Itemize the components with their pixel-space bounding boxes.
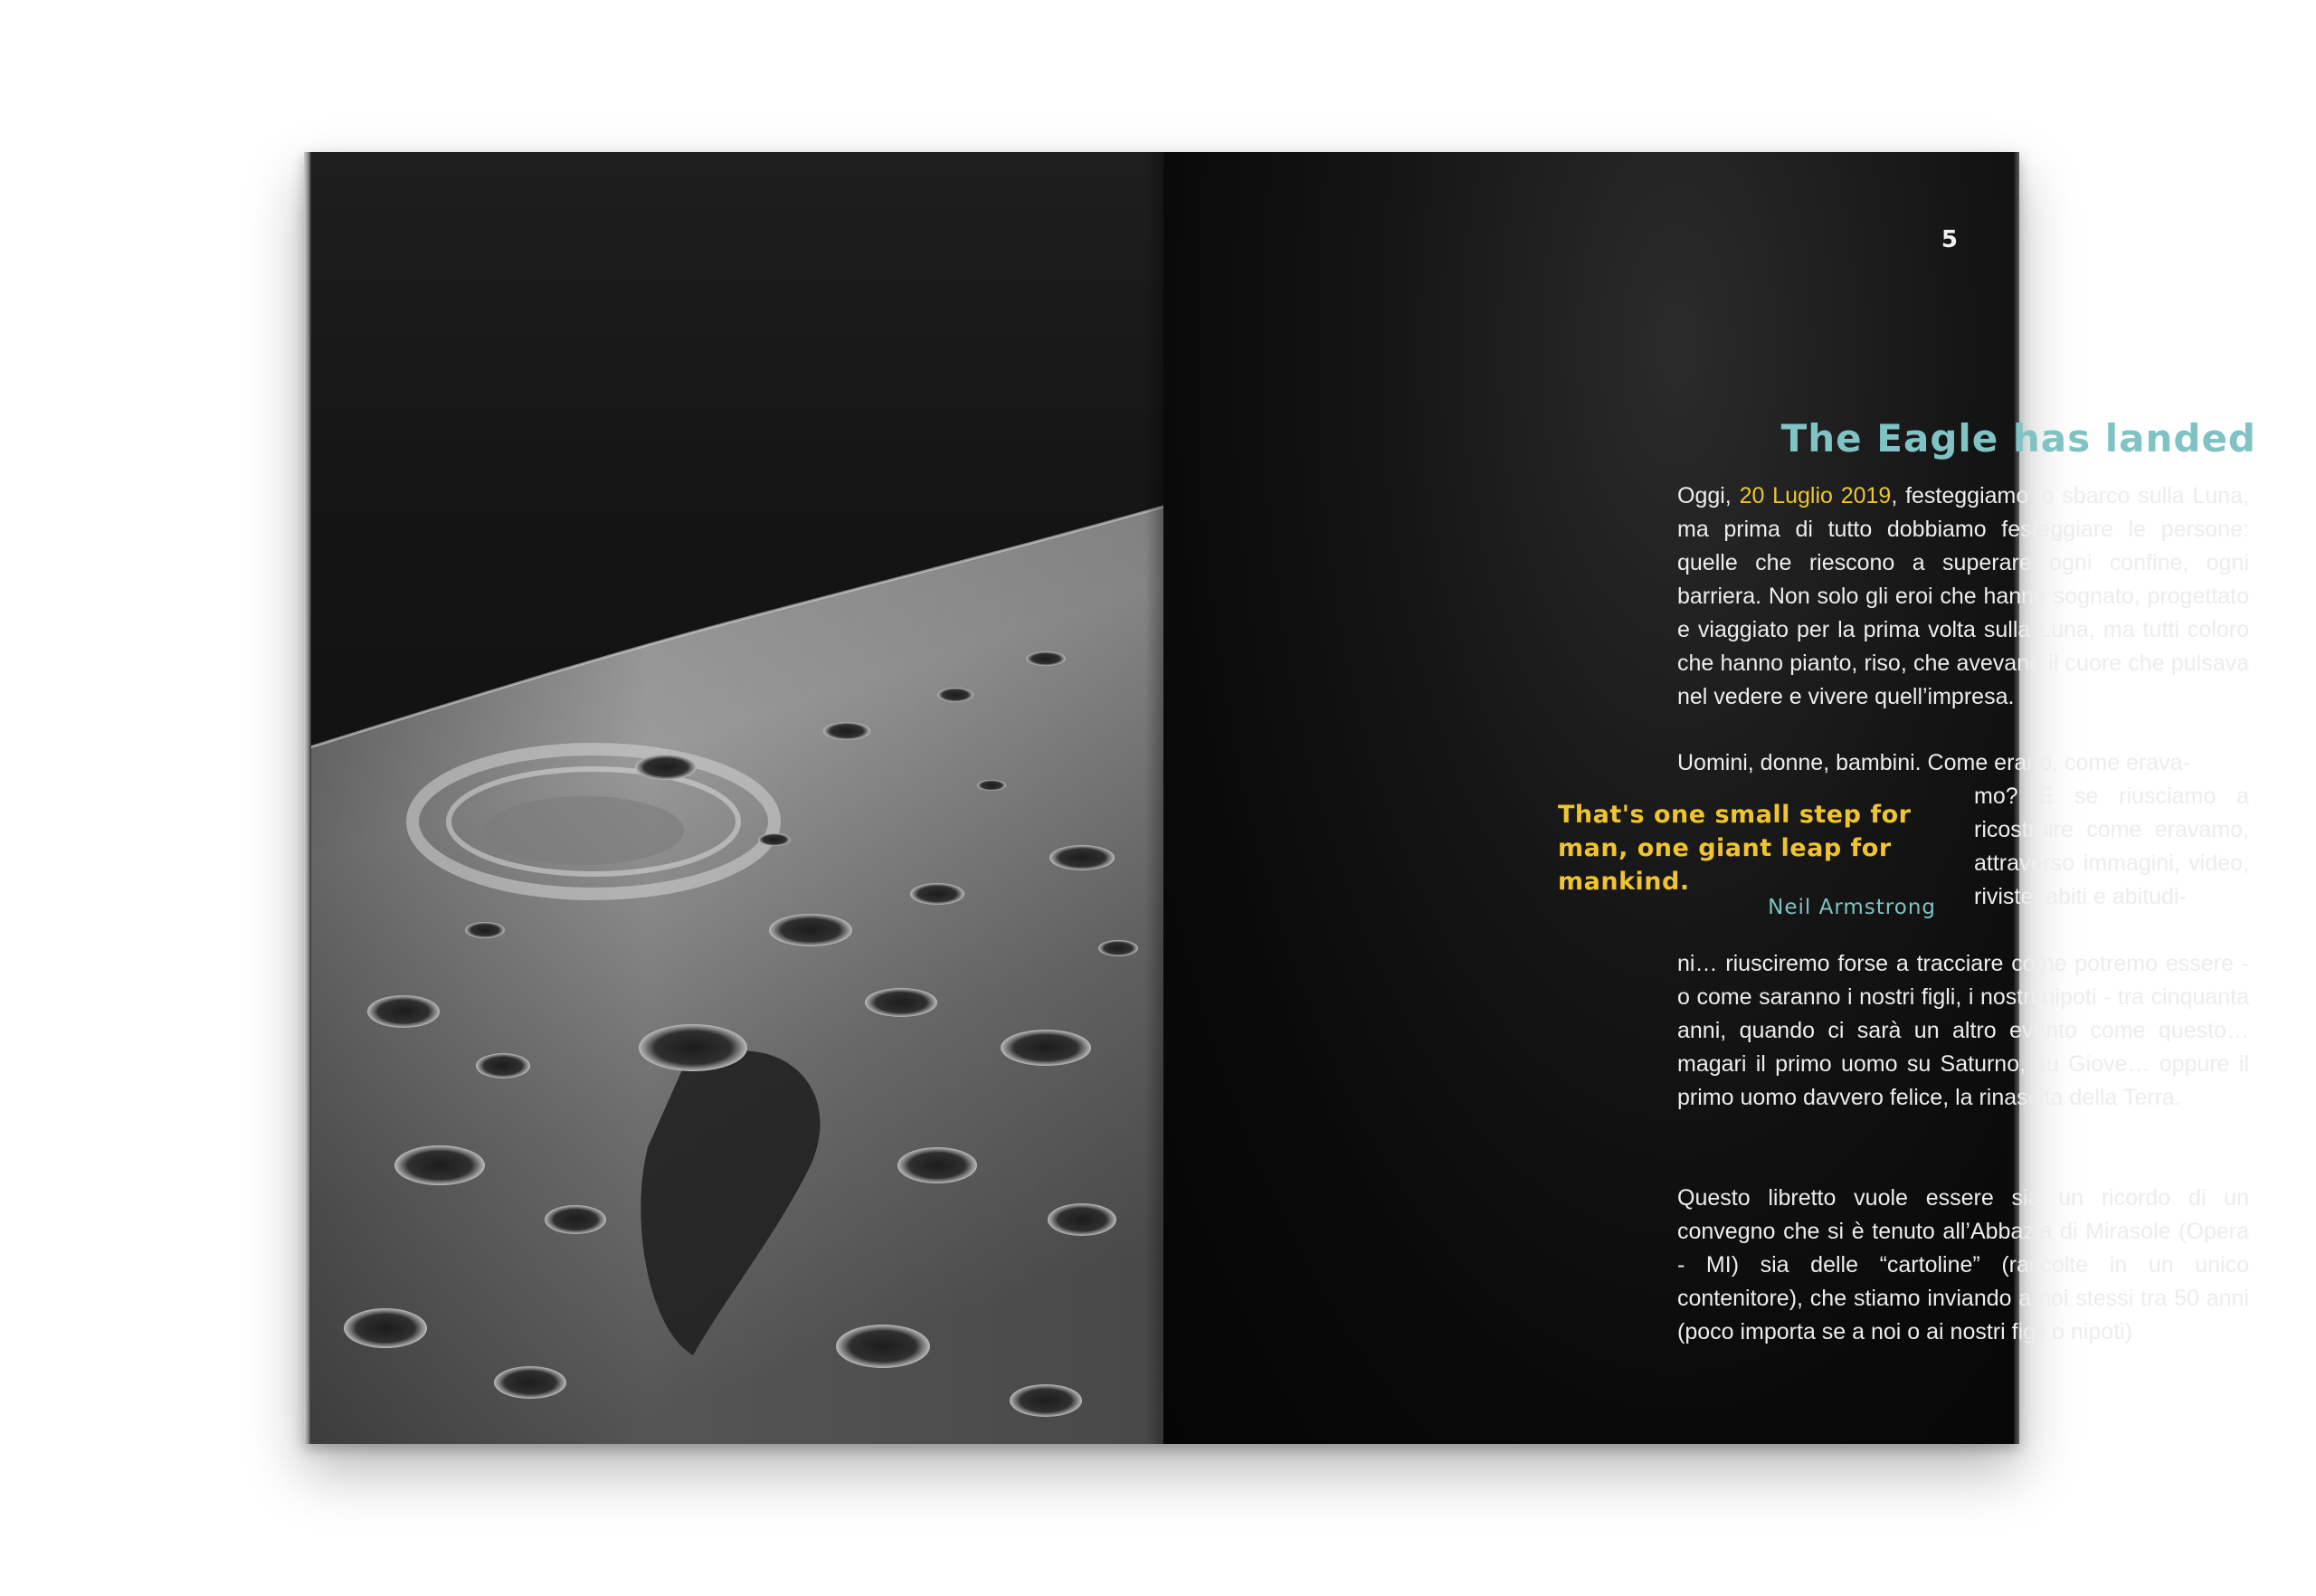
- paragraph-people-rest: ni… riusciremo forse a tracciare come potremo essere - o come saranno i nostri figli, i nostri nipoti - tra cinquanta anni, quando ci sarà un altro evento come questo… magari il primo uomo su Saturno, su Giove… oppure il primo uomo davvero felice, la rinascita della Terra.: [1677, 951, 2249, 1110]
- right-page-text: [1163, 152, 2256, 1444]
- paragraph-intro-lead: Oggi,: [1677, 483, 1740, 508]
- paragraph-people-line1: Uomini, donne, bambini. Come erano, come erava-: [1677, 750, 2190, 775]
- page-number: 5: [1941, 226, 1958, 253]
- paragraph-booklet: Questo libretto vuole essere sia un ricordo di un convegno che si è tenuto all’Abbazia di Mirasole (Opera - MI) sia delle “cartoline” (raccolte in un unico contenitore), che stiamo inviando a noi stessi tra 50 anni (poco importa se a noi o ai nostri figli o nipoti): [1677, 1185, 2249, 1344]
- moon-surface-image: [304, 152, 1163, 1444]
- highlighted-date: 20 Luglio 2019: [1739, 483, 1892, 508]
- quote-author: Neil Armstrong: [1768, 896, 1936, 919]
- page-title: The Eagle has landed: [1780, 416, 2256, 461]
- booklet-spread: [304, 152, 2256, 1444]
- left-page-moon-photo: [304, 152, 1163, 1444]
- paragraph-intro-rest: , festeggiamo lo sbarco sulla Luna, ma prima di tutto dobbiamo festeggiare le persone: quelle che riescono a superare ogni confine, ogni barriera. Non solo gli eroi che hanno sognato, progettato e viaggiato per la prima volta sulla Luna, ma tutti coloro che hanno pianto, riso, che avevano il cuore che pulsava nel vedere e vivere quell’impresa.: [1677, 483, 2249, 709]
- pull-quote: That's one small step for man, one giant leap for mankind.: [1558, 801, 1912, 896]
- paragraph-intro: [1677, 480, 2249, 714]
- paragraph-people-wrapped: mo? E se riusciamo a ricostruire come eravamo, attraverso immagini, video, riviste, abiti e abitudi-: [1974, 784, 2249, 909]
- page-edge-left: [304, 152, 311, 1444]
